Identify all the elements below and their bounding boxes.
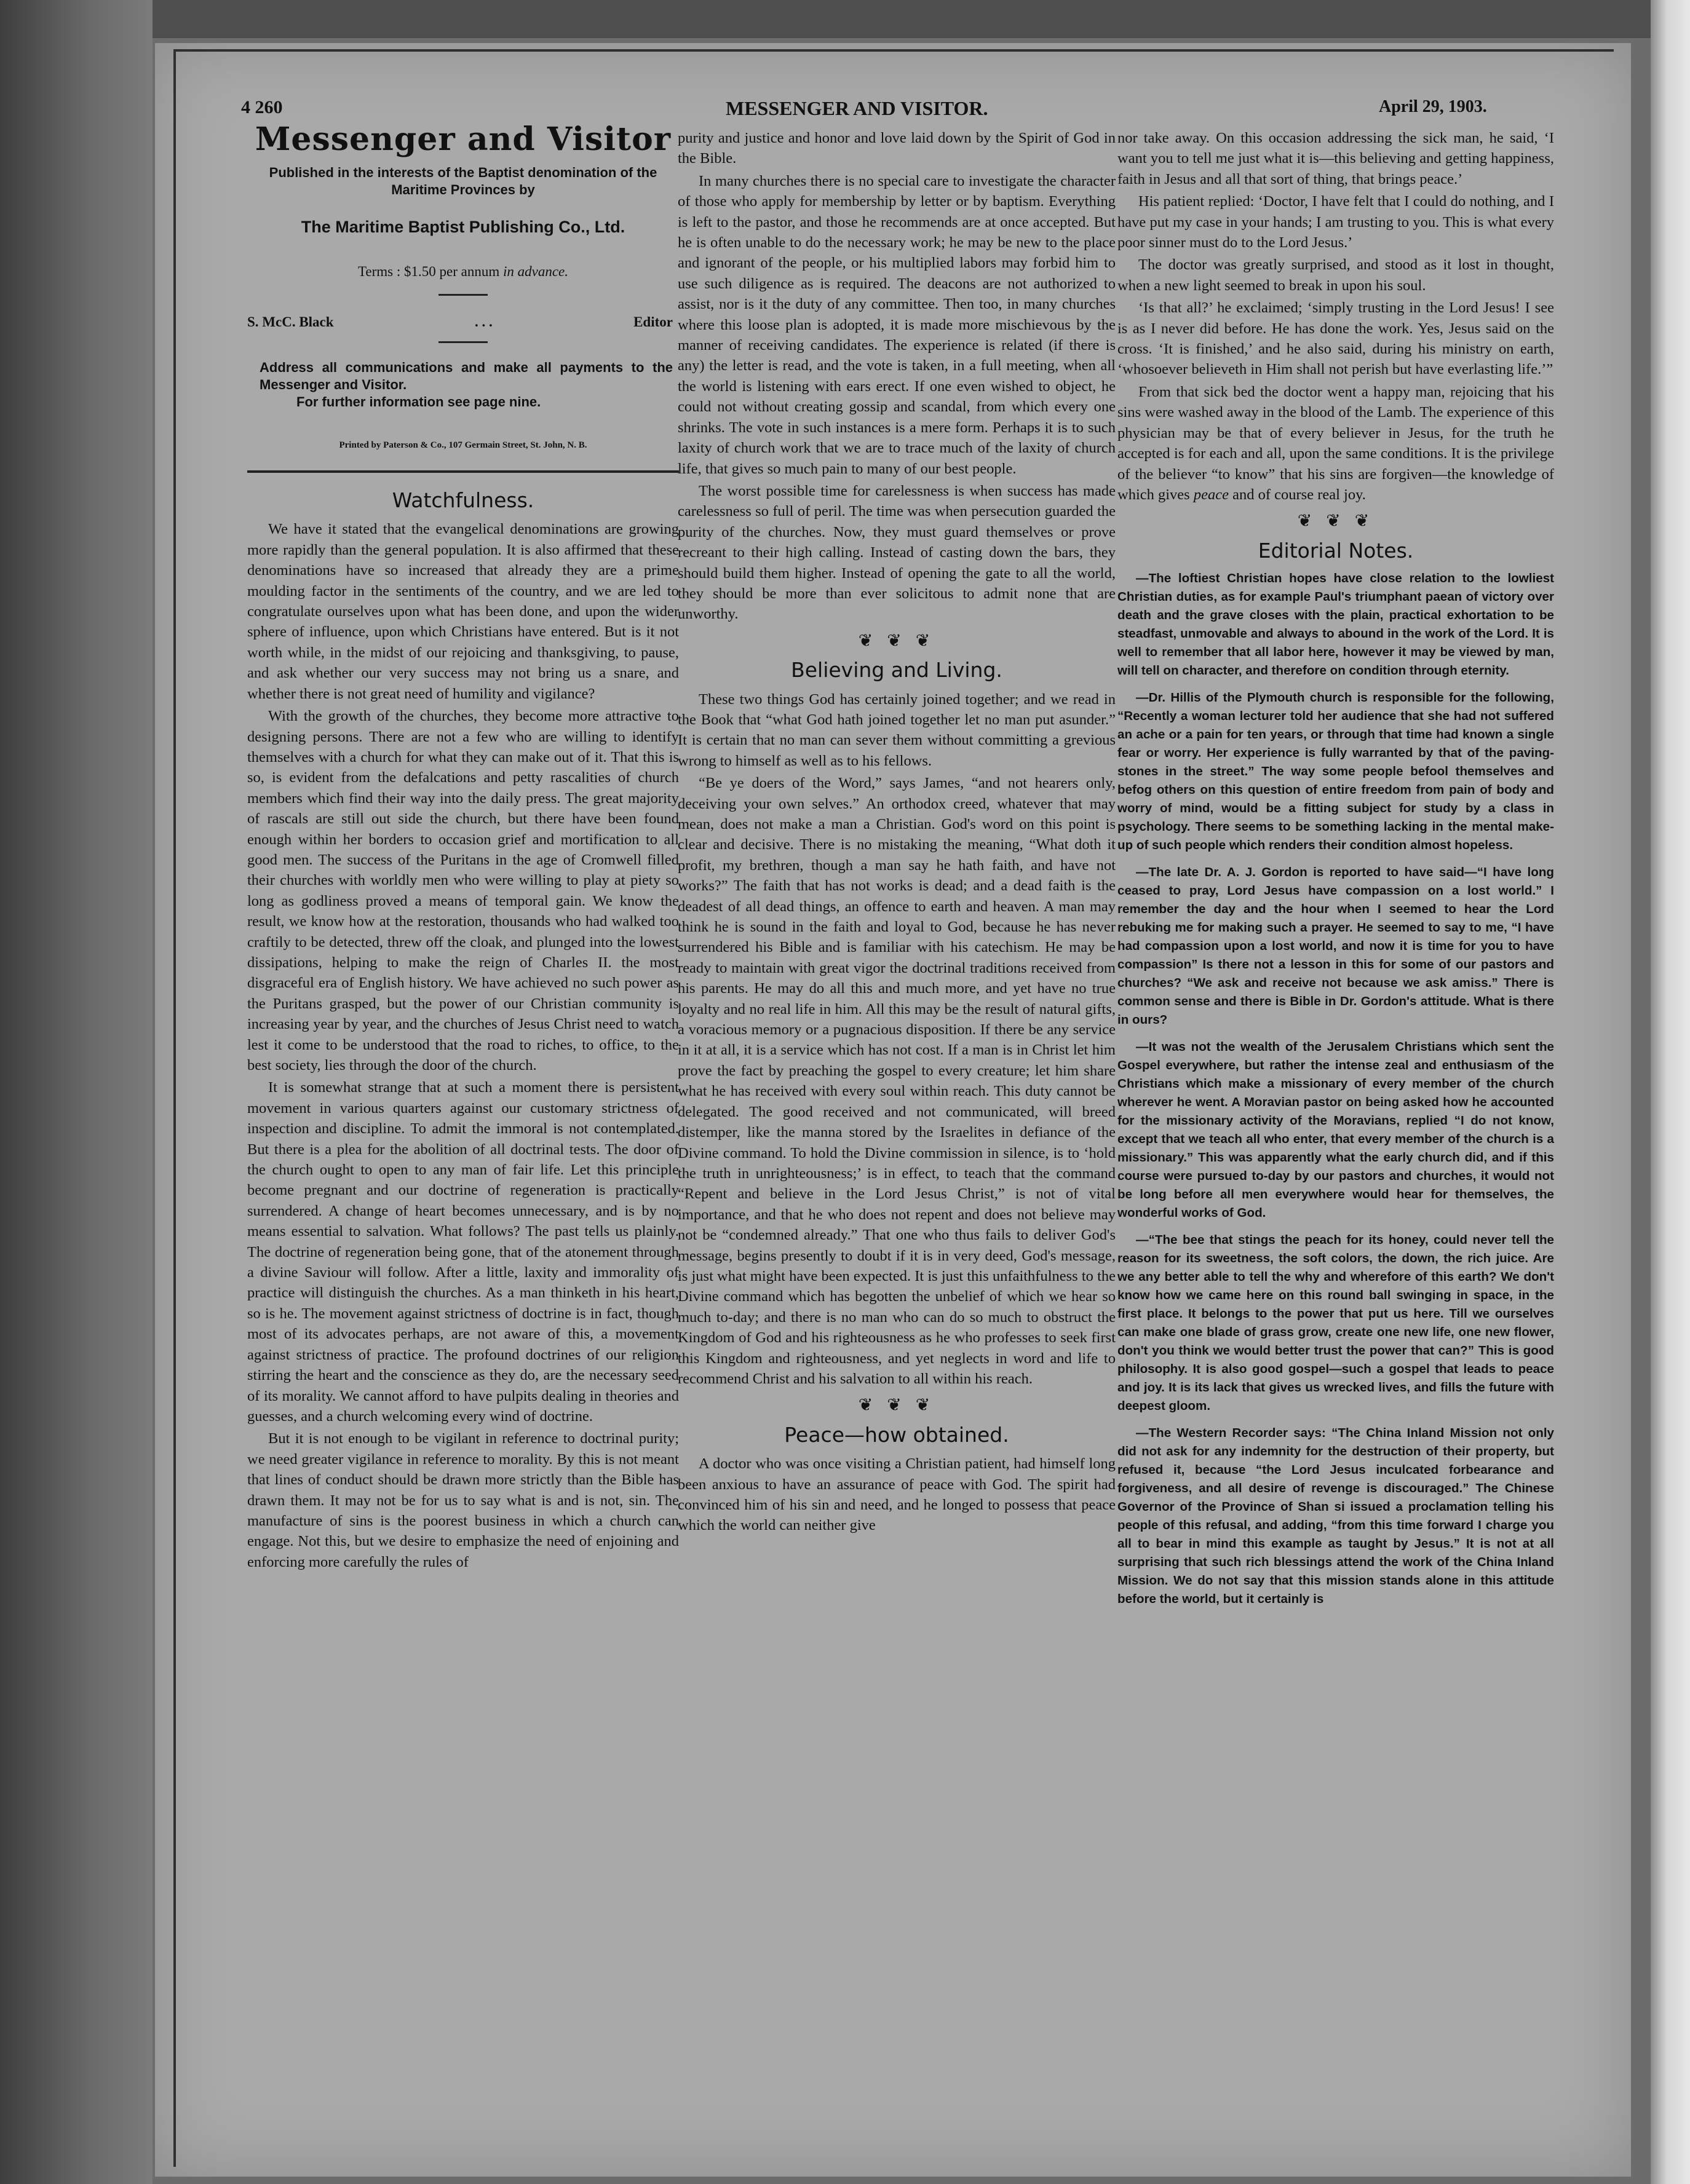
- note-item: —The Western Recorder says: “The China Inland Mission not only did not ask for any indemnity for the destruction of their property, but refused it, because “the Lord Jesus inculcated forbearance and forgiveness, and all desire of revenge is discouraged.” The Chinese Governor of the Province of Shan si issued a proclamation telling his people of this refusal, and adding, “from this time forward I charge you all to bear in mind this example as taught by Jesus.” It is not at all surprising that such rich blessings attend the work of the China Inland Mission. We do not say that this mission stands alone in this attitude before the world, but it certainly is: [1117, 1426, 1554, 1607]
- paragraph: The worst possible time for carelessness is when success has made carelessness so full of peril. The time was when persecution guarded the purity of the churches. Now, they must guard themselves or prove recreant to their high calling. Instead of casting down the bars, they should build them higher. Instead of opening the gate to all the world, they should be more than ever solicitous to admit none that are unworthy.: [678, 482, 1116, 623]
- masthead-running-title: MESSENGER AND VISITOR.: [726, 97, 988, 119]
- address-notice: Address all communications and make all payments to the Messenger and Visitor.: [260, 359, 673, 392]
- printer-credit: Printed by Paterson & Co., 107 Germain Street, St. John, N. B.: [339, 440, 587, 450]
- subscription-terms: Terms : $1.50 per annum in advance.: [357, 263, 569, 279]
- published-statement: Published in the interests of the Baptist denomination of the Maritime Provinces by: [269, 165, 657, 198]
- paragraph: With the growth of the churches, they become more attractive to designing persons. There are not a few who are willing to identify themselves with a church for what they can make out of it. That this is so, is evident from the defalcations and petty rascalities of church members which find their way into the daily press. The great majority of rascals are still out side the church, but there have been found enough within her borders to occasion grief and mortification to all good men. The success of the Puritans in the age of Cromwell filled their churches with worldly men who were willing to play at piety so long as godliness proved a means of temporal gain. We know the result, we know how at the restoration, thousands who had walked too craftily to be detected, threw off the cloak, and plunged into the lowest dissipations, helping to make the reign of Charles II. the most disgraceful era of English history. We have achieved no such power as the Puritans grasped, but the power of our Christian community is increasing year by year, and the churches of Jesus Christ need to watch lest it come to be understood that the road to riches, to office, to the best society, lies through the door of the church.: [247, 708, 679, 1074]
- paragraph: His patient replied: ‘Doctor, I have felt that I could do nothing, and I have put my case in your hands; I am trusting to you. This is what every poor sinner must do to the Lord Jesus.’: [1117, 193, 1554, 251]
- note-item: —“The bee that stings the peach for its honey, could never tell the reason for its sweetness, the soft colors, the down, the rich juice. Are we any better able to tell the why and wherefore of this earth? We don't know how we came here on this round ball swinging in space, in the first place. It belongs to the power that put us here. Till we ourselves can make one blade of grass grow, create one new life, one new flower, don't you think we would better trust the power that can?” This is good philosophy. It is also good gospel—such a gospel that leads to peace and joy. It is its lack that gives us wrecked lives, and fills the future with deepest gloom.: [1117, 1233, 1554, 1414]
- note-item: —The loftiest Christian hopes have close relation to the lowliest Christian duties, as for example Paul's triumphant paean of victory over death and the grave closes with the plain, practical exhortation to be steadfast, unmovable and always to abound in the work of the Lord. It is well to remember that all labor here, however it may be viewed by man, will tell on character, and therefore on condition through eternity.: [1117, 571, 1554, 678]
- paragraph: The doctor was greatly surprised, and stood as it lost in thought, when a new light seemed to break in upon his soul.: [1117, 256, 1554, 294]
- page-number: 4 260: [241, 97, 283, 117]
- issue-date: April 29, 1903.: [1379, 97, 1487, 116]
- paragraph: ‘Is that all?’ he exclaimed; ‘simply trusting in the Lord Jesus! I see is as I never did before. He has done the work. Yes, Jesus said on the cross. ‘It is finished,’ and he also said, during his ministry on earth, ‘whosoever believeth in Him shall not perish but have everlasting life.’”: [1117, 299, 1554, 378]
- paragraph: “Be ye doers of the Word,” says James, “and not hearers only, deceiving your own selves.” An orthodox creed, whatever that may mean, does not make a man a Christian. God's word on this point is clear and decisive. There is no mistaking the meaning, “What doth it profit, my brethren, though a man say he hath faith, and have not works?” The faith that has not works is dead; and a dead faith is the deadest of all dead things, an offence to earth and heaven. A man may think he is sound in the faith and loyal to God, because he has never surrendered his Bible and is familiar with his catechism. He may be ready to maintain with great vigor the doctrinal traditions received from his parents. He may do all this and much more, and yet have no true loyalty and no real life in him. All this may be the result of natural gifts, a voracious memory or a pugnacious disposition. If there be any service in it at all, it is a service which has not cost. If a man is in Christ let him prove the fact by preaching the gospel to every creature; let him share what he has received with every soul within reach. This duty cannot be delegated. The good received and not communicated, will breed distemper, like the manna stored by the Israelites in defiance of the Divine command. To hold the Divine commission in silence, is to ‘hold the truth in unrighteousness;’ is in effect, to teach that the command “Repent and believe in the Lord Jesus Christ,” is not of vital importance, and that he who does not repent and does not believe may not be “condemned already.” That one who thus fails to deliver God's message, begins presently to doubt if it is in very deed, God's message, is just what might have been expected. It is just this unfaithfulness to the Divine command which has begotten the unbelief of which we hear so much to-day; and there is no man who can do so much to obstruct the Kingdom of God and his righteousness as he who professes to seek first this Kingdom and righteousness, and yet neglects in word and life to recommend Christ and his salvation to all within his reach.: [678, 775, 1116, 1387]
- scan-border-top: [0, 0, 1690, 38]
- newspaper-page: [155, 43, 1631, 2177]
- column-rule: [247, 470, 679, 473]
- paragraph: We have it stated that the evangelical denominations are growing more rapidly than the general population. It is also affirmed that these denominations have so increased that already they are a prime moulding factor in the sentiments of the country, and we are led to congratulate ourselves upon what has been done, and upon the wider sphere of influence, upon which Christians have entered. But is it not worth while, in the midst of our rejoicing and thanksgiving, to pause, and ask whether our very success may not bring us a snare, and whether there is not great need of humility and vigilance?: [247, 521, 679, 702]
- column-1: [247, 121, 679, 1574]
- scan-border-left: [0, 0, 153, 2184]
- article-title-watchfulness: Watchfulness.: [392, 488, 534, 513]
- scan-border-right: [1651, 0, 1690, 2184]
- editor-name: S. McC. Black: [247, 314, 334, 330]
- article-title-editorial-notes: Editorial Notes.: [1258, 538, 1414, 563]
- article-title-believing: Believing and Living.: [791, 658, 1002, 682]
- divider-dash: [438, 341, 488, 343]
- editorial-notes: [1117, 569, 1554, 1608]
- divider-dash: [438, 294, 488, 296]
- paragraph: In many churches there is no special care to investigate the character of those who apply for membership by letter or by baptism. Everything is left to the pastor, and those he recommends are at once accepted. But he is often unable to do the necessary work; he may be new to the place and ignorant of the people, or his multiplied labors may forbid him to use such diligence as is required. The deacons are not authorized to assist, nor is it the duty of any committee. Then too, in many churches where this loose plan is adopted, it is made more mischievous by the manner of receiving candidates. The experience is related (if there is any) the letter is read, and the vote is taken, in a full meeting, when all the world is listening with ears erect. If one even wished to object, he could not without creating gossip and scandal, from which every one shrinks. The vote in such instances is a mere form. Perhaps it is to such laxity of church work that we are to trace much of the laxity of church life, that gives so much pain to many of our best people.: [678, 172, 1116, 477]
- paragraph: A doctor who was once visiting a Christian patient, had himself long been anxious to have an assurance of peace with God. The spirit had convinced him of his sin and need, and he longed to possess that peace which the world can neither give: [678, 1455, 1116, 1534]
- column-3: [1117, 128, 1554, 1617]
- paragraph: purity and justice and honor and love laid down by the Spirit of God in the Bible.: [678, 130, 1116, 167]
- article-title-peace: Peace—how obtained.: [784, 1422, 1009, 1447]
- masthead-box-title: Messenger and Visitor: [255, 121, 672, 158]
- editor-title: Editor: [633, 314, 673, 330]
- paragraph: It is somewhat strange that at such a moment there is persistent movement in various quarters against our customary strictness of inspection and discipline. To admit the immoral is not contemplated. But there is a plea for the abolition of all doctrinal tests. The door of the church ought to open to any man of fair life. Let this principle become pregnant and our doctrine of regeneration is practically surrendered. A change of heart becomes unnecessary, and is by no means essential to salvation. What follows? The past tells us plainly. The doctrine of regeneration being gone, that of the atonement through a divine Saviour will follow. After a little, laxity and immorality of practice will distinguish the churches. As a man thinketh in his heart, so is he. The movement against strictness of doctrine is in fact, though most of its advocates perhaps, are not aware of this, a movement against strictness of practice. The profound doctrines of our religion stirring the heart and the conscience as they do, are the necessary seed of its morality. We cannot afford to have pulpits dealing in theories and guesses, and a church welcoming every wind of doctrine.: [247, 1079, 679, 1425]
- section-ornament: ❦ ❦ ❦: [858, 1396, 935, 1415]
- paragraph: nor take away. On this occasion addressing the sick man, he said, ‘I want you to tell me just what it is—this believing and getting happiness, faith in Jesus and all that sort of thing, that brings peace.’: [1117, 130, 1554, 188]
- editor-dots: . . .: [474, 314, 493, 330]
- publisher-name: The Maritime Baptist Publishing Co., Ltd.: [301, 218, 625, 237]
- note-item: —It was not the wealth of the Jerusalem Christians which sent the Gospel everywhere, but rather the intense zeal and enthusiasm of the Christians which make a missionary of every member of the church wherever he went. A Moravian pastor on being asked how he accounted for the missionary activity of the Moravians, replied “I do not know, except that we teach all who enter, that every member of the church is a missionary.” This was apparently what the early church did, and if this course were pursued to-day by our pastors and churches, it would not be long before all men everywhere would hear for themselves, the wonderful works of God.: [1117, 1040, 1554, 1221]
- note-item: —Dr. Hillis of the Plymouth church is responsible for the following, “Recently a woman lecturer told her audience that she had not suffered an ache or a pain for ten years, or through that time had known a single fear or worry. Her experience is fully warranted by that of the paving-stones in the street.” The way some people befool themselves and befog others on this question of entire freedom from pain of body and worry of mind, would be a fitting subject for study by a class in psychology. There seems to be something lacking in the mental make-up of such people which renders their condition almost hopeless.: [1117, 690, 1554, 853]
- paragraph: But it is not enough to be vigilant in reference to doctrinal purity; we need greater vigilance in reference to morality. By this is not meant that lines of conduct should be drawn more strictly than the Bible has drawn them. It may not be for us to say what is and is not, sin. The manufacture of sins is the poorest business in which a church can engage. Not this, but we desire to emphasize the need of enjoining and enforcing more carefully the rules of: [247, 1430, 679, 1570]
- note-item: —The late Dr. A. J. Gordon is reported to have said—“I have long ceased to pray, Lord Jesus have compassion on a lost world.” I remember the day and the hour when I seemed to hear the Lord rebuking me for making such a prayer. He seemed to say to me, “I have had compassion upon a lost world, and now it is time for you to have compassion” Is there not a lesson in this for some of our pastors and churches? “We ask and receive not because we ask amiss.” There is common sense and there is Bible in Dr. Gordon's attitude. What is there in ours?: [1117, 865, 1554, 1027]
- paragraph: These two things God has certainly joined together; and we read in the Book that “what God hath joined together let no man put asunder.” It is certain that no man can sever them without committing a grevious wrong to himself as well as to his fellows.: [678, 690, 1116, 769]
- further-info: For further information see page nine.: [296, 394, 541, 410]
- section-ornament: ❦ ❦ ❦: [858, 631, 935, 651]
- paragraph: From that sick bed the doctor went a happy man, rejoicing that his sins were washed away in the blood of the Lamb. The experience of this physician may be that of every believer in Jesus, for the truth he accepted is for each and all, upon the same conditions. It is the privilege of the believer “to know” that his sins are forgiven—the knowledge of which gives peace and of course real joy.: [1117, 383, 1554, 503]
- column-2: [678, 128, 1116, 1538]
- section-ornament: ❦ ❦ ❦: [1297, 512, 1375, 531]
- editor-line: [247, 312, 673, 332]
